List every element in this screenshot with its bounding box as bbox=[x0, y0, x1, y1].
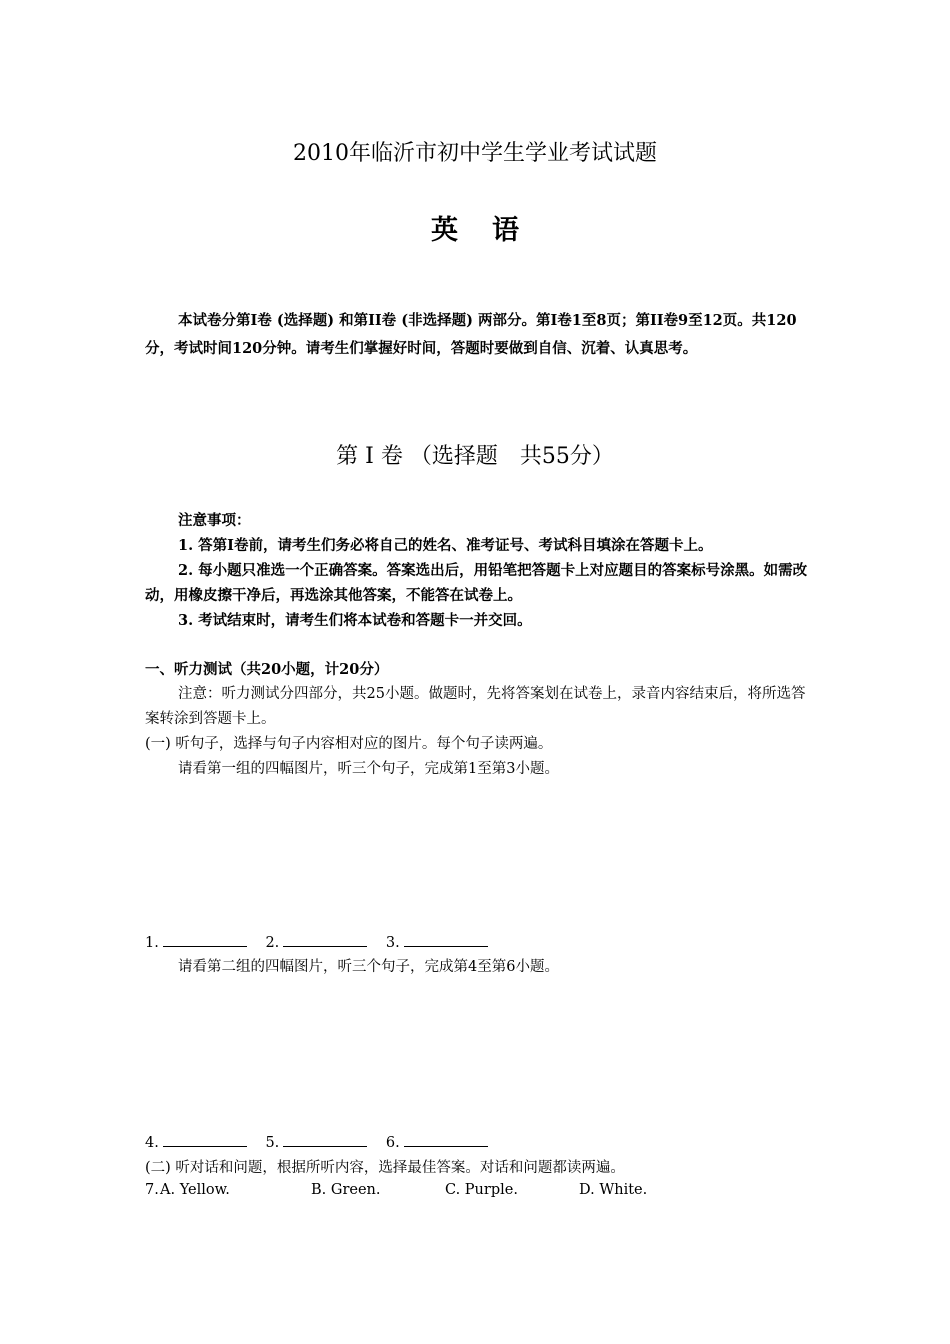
option-a[interactable]: A. Yellow. bbox=[160, 1182, 230, 1198]
subject-title: 英语 bbox=[431, 215, 553, 246]
notice-item-3: 3. 考试结束时，请考生们将本试卷和答题卡一并交回。 bbox=[178, 612, 532, 629]
blank-item[interactable]: 1. bbox=[145, 932, 247, 951]
part-a-instruction: (一) 听句子，选择与句子内容相对应的图片。每个句子读两遍。 bbox=[145, 736, 553, 752]
option-b[interactable]: B. Green. bbox=[311, 1182, 381, 1198]
listening-heading: 一、听力测试（共20小题，计20分） bbox=[145, 661, 389, 678]
question-7-number: 7. bbox=[145, 1182, 159, 1198]
group2-instruction: 请看第二组的四幅图片，听三个句子，完成第4至第6小题。 bbox=[178, 959, 559, 975]
blank-item[interactable]: 5. bbox=[265, 1132, 367, 1151]
group1-instruction: 请看第一组的四幅图片，听三个句子，完成第1至第3小题。 bbox=[178, 761, 559, 777]
blank-item[interactable]: 6. bbox=[386, 1132, 488, 1151]
answer-blanks-2 bbox=[145, 1132, 502, 1151]
notice-item-2: 2. 每小题只准选一个正确答案。答案选出后，用铅笔把答题卡上对应题目的答案标号涂黑。如需改动，用橡皮擦干净后，再选涂其他答案，不能答在试卷上。 bbox=[145, 562, 808, 604]
blank-item[interactable]: 3. bbox=[386, 932, 488, 951]
part1-heading: 第 I 卷 （选择题 共55分） bbox=[336, 444, 614, 469]
option-d[interactable]: D. White. bbox=[579, 1182, 648, 1198]
exam-title: 2010年临沂市初中学生学业考试试题 bbox=[293, 141, 657, 166]
part-b-instruction: (二) 听对话和问题，根据所听内容，选择最佳答案。对话和问题都读两遍。 bbox=[145, 1160, 625, 1176]
notice-label: 注意事项： bbox=[178, 512, 251, 529]
blank-item[interactable]: 4. bbox=[145, 1132, 247, 1151]
notice-item-1: 1. 答第I卷前，请考生们务必将自己的姓名、准考证号、考试科目填涂在答题卡上。 bbox=[178, 537, 713, 554]
blank-item[interactable]: 2. bbox=[265, 932, 367, 951]
intro-paragraph: 本试卷分第I卷 (选择题) 和第II卷 (非选择题) 两部分。第I卷1至8页；第II卷9至12页。共120分，考试时间120分钟。请考生们掌握好时间，答题时要做到自信、沉着、认真思考。 bbox=[145, 312, 797, 357]
option-c[interactable]: C. Purple. bbox=[445, 1182, 518, 1198]
listening-note: 注意：听力测试分四部分，共25小题。做题时，先将答案划在试卷上，录音内容结束后，将所选答案转涂到答题卡上。 bbox=[145, 686, 806, 727]
answer-blanks-1 bbox=[145, 932, 502, 951]
